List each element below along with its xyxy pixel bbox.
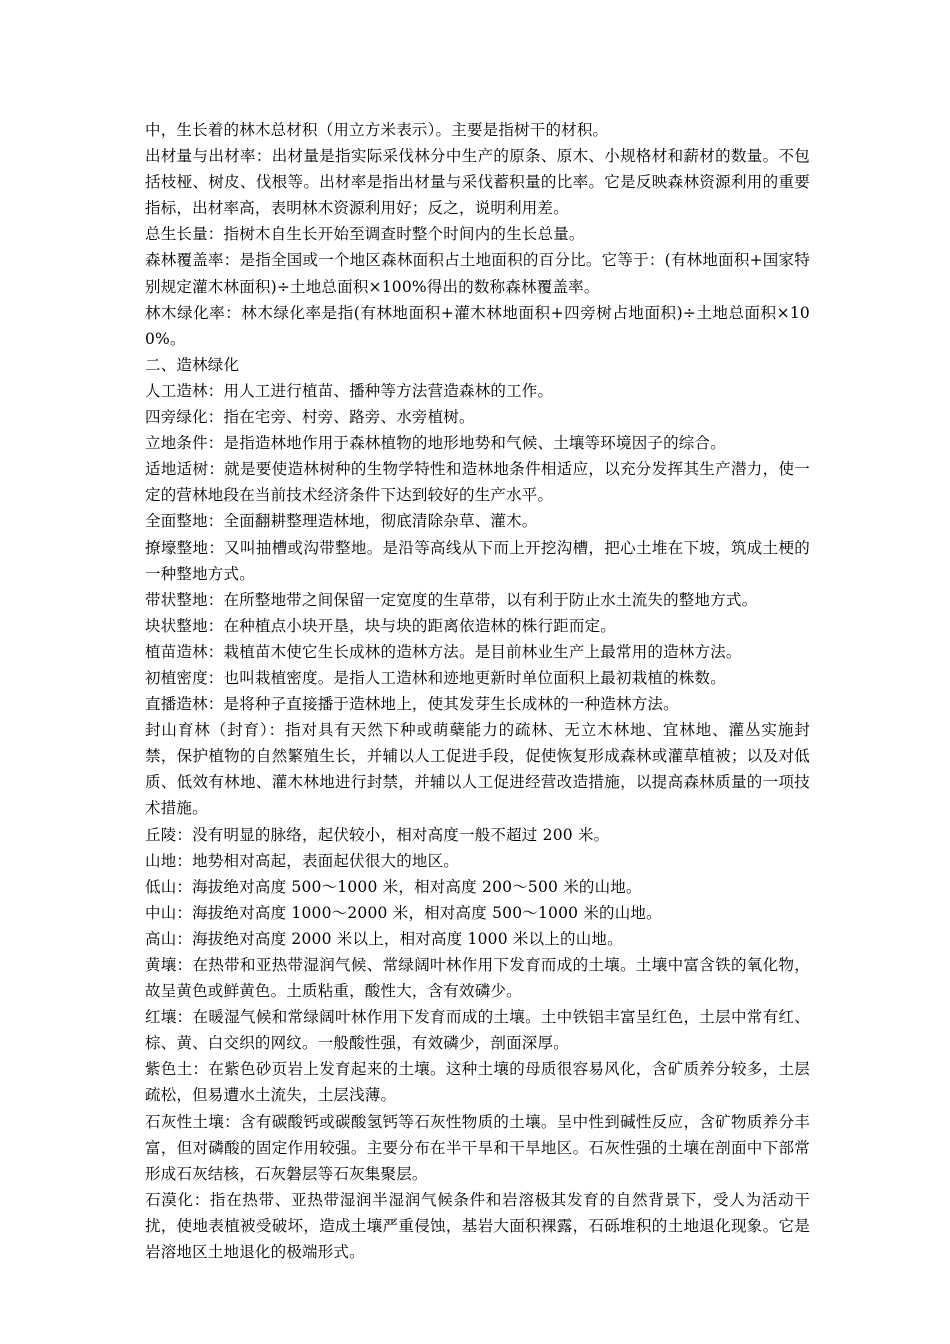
paragraph-initial-density: 初植密度：也叫栽植密度。是指人工造林和迹地更新时单位面积上最初栽植的株数。 [145, 668, 726, 687]
paragraph-timber-volume-continued: 中，生长着的林木总材积（用立方米表示）。主要是指树干的材积。 [145, 121, 609, 139]
paragraph-mountain-closure: 封山育林（封育）：指对具有天然下种或萌蘖能力的疏林、无立木林地、宜林地、灌丛实施封禁，保护植物的自然繁殖生长，并辅以人工促进手段，促使恢复形成森林或灌草植被；以及对低质、低效有林地、灌木林地进行封禁，并辅以人工促进经营改造措施，以提高森林质量的一项技术措施。 [145, 721, 810, 818]
paragraph-yellow-soil: 黄壤：在热带和亚热带湿润气候、常绿阔叶林作用下发育而成的土壤。土壤中富含铁的氧化物，故呈黄色或鲜黄色。土质粘重，酸性大，含有效磷少。 [145, 956, 810, 1001]
paragraph-mountain-land: 山地：地势相对高起，表面起伏很大的地区。 [145, 851, 460, 870]
paragraph-red-soil: 红壤：在暖湿气候和常绿阔叶林作用下发育而成的土壤。土中铁铝丰富呈红色，土层中常有红、棕、黄、白交织的网纹。一般酸性强，有效磷少，剖面深厚。 [145, 1008, 810, 1053]
paragraph-matching-species: 适地适树：就是要使造林树种的生物学特性和造林地条件相适应，以充分发挥其生产潜力，使一定的营林地段在当前技术经济条件下达到较好的生产水平。 [145, 460, 810, 505]
paragraph-purple-soil: 紫色土：在紫色砂页岩上发育起来的土壤。这种土壤的母质很容易风化，含矿质养分较多，土层疏松，但易遭水土流失，土层浅薄。 [145, 1060, 810, 1105]
section-heading-afforestation: 二、造林绿化 [145, 355, 240, 374]
paragraph-forest-coverage: 森林覆盖率：是指全国或一个地区森林面积占土地面积的百分比。它等于：(有林地面积+国家特别规定灌木林面积)÷土地总面积×100%得出的数称森林覆盖率。 [145, 251, 810, 296]
paragraph-calcareous-soil: 石灰性土壤：含有碳酸钙或碳酸氢钙等石灰性物质的土壤。呈中性到碱性反应，含矿物质养分丰富，但对磷酸的固定作用较强。主要分布在半干旱和干旱地区。石灰性强的土壤在剖面中下部常形成石灰结核，石灰磐层等石灰集聚层。 [145, 1112, 810, 1183]
paragraph-artificial-afforestation: 人工造林：用人工进行植苗、播种等方法营造森林的工作。 [145, 381, 554, 400]
paragraph-seedling-planting: 植苗造林：栽植苗木使它生长成林的造林方法。是目前林业生产上最常用的造林方法。 [145, 642, 742, 661]
paragraph-total-growth: 总生长量：指树木自生长开始至调查时整个时间内的生长总量。 [145, 225, 585, 244]
paragraph-output-rate: 出材量与出材率：出材量是指实际采伐林分中生产的原条、原木、小规格材和薪材的数量。不包括枝桠、树皮、伐根等。出材率是指出材量与采伐蓄积量的比率。它是反映森林资源利用的重要指标，出材率高，表明林木资源利用好；反之，说明利用差。 [145, 147, 810, 218]
paragraph-low-mountain: 低山：海拔绝对高度 500～1000 米，相对高度 200～500 米的山地。 [145, 877, 642, 896]
paragraph-greening-rate: 林木绿化率：林木绿化率是指(有林地面积+灌木林地面积+四旁树占地面积)÷土地总面积×100%。 [145, 303, 810, 348]
paragraph-hills: 丘陵：没有明显的脉络，起伏较小，相对高度一般不超过 200 米。 [145, 825, 610, 844]
paragraph-trench-site-prep: 撩壕整地：又叫抽槽或沟带整地。是沿等高线从下而上开挖沟槽，把心土堆在下坡，筑成土梗的一种整地方式。 [145, 538, 810, 583]
paragraph-high-mountain: 高山：海拔绝对高度 2000 米以上，相对高度 1000 米以上的山地。 [145, 929, 623, 948]
paragraph-site-conditions: 立地条件：是指造林地作用于森林植物的地形地势和气候、土壤等环境因子的综合。 [145, 434, 726, 453]
paragraph-middle-mountain: 中山：海拔绝对高度 1000～2000 米，相对高度 500～1000 米的山地。 [145, 903, 662, 922]
paragraph-block-site-prep: 块状整地：在种植点小块开垦，块与块的距离依造林的株行距而定。 [145, 616, 617, 635]
paragraph-full-site-prep: 全面整地：全面翻耕整理造林地，彻底清除杂草、灌木。 [145, 512, 538, 531]
paragraph-four-side-greening: 四旁绿化：指在宅旁、村旁、路旁、水旁植树。 [145, 408, 475, 427]
paragraph-rocky-desertification: 石漠化：指在热带、亚热带湿润半湿润气候条件和岩溶极其发育的自然背景下，受人为活动干扰，使地表植被受破坏，造成土壤严重侵蚀，基岩大面积裸露，石砾堆积的土地退化现象。它是岩溶地区土地退化的极端形式。 [145, 1190, 810, 1262]
paragraph-direct-seeding: 直播造林：是将种子直接播于造林地上，使其发芽生长成林的一种造林方法。 [145, 695, 679, 714]
paragraph-strip-site-prep: 带状整地：在所整地带之间保留一定宽度的生草带，以有利于防止水土流失的整地方式。 [145, 590, 758, 609]
document-body [145, 117, 810, 1265]
